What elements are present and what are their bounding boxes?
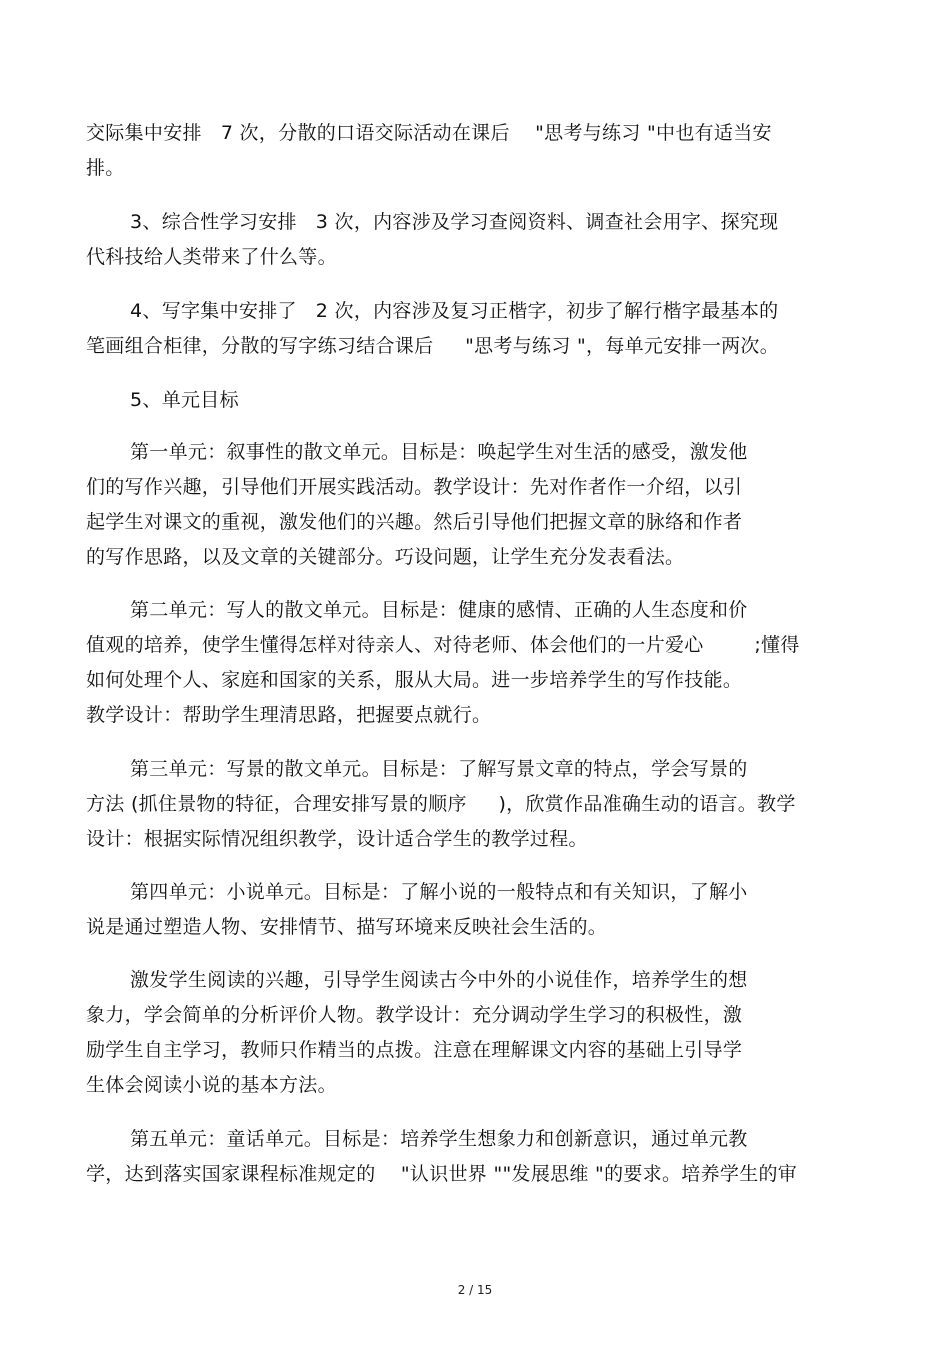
text-line: 代科技给人类带来了什么等。	[86, 246, 337, 268]
text-line: 说是通过塑造人物、安排情节、描写环境来反映社会生活的。	[86, 916, 608, 938]
text-line: 第五单元：童话单元。目标是：培养学生想象力和创新意识，通过单元教	[130, 1128, 748, 1150]
text-line: 们的写作兴趣，引导他们开展实践活动。教学设计：先对作者作一介绍，以引	[86, 476, 743, 498]
text-line: 起学生对课文的重视，激发他们的兴趣。然后引导他们把握文章的脉络和作者	[86, 511, 743, 533]
page-number: 2 / 15	[457, 1283, 493, 1297]
text-line: 如何处理个人、家庭和国家的关系，服从大局。进一步培养学生的写作技能。	[86, 669, 743, 691]
paragraph-writing-practice	[86, 294, 866, 364]
text-line: 学，达到落实国家课程标准规定的 "认识世界 ""发展思维 "的要求。培养学生的审	[86, 1163, 798, 1185]
section-heading-unit-goals	[86, 383, 866, 418]
text-line: 象力，学会简单的分析评价人物。教学设计：充分调动学生学习的积极性，激	[86, 1004, 743, 1026]
paragraph-unit-four	[86, 875, 866, 945]
text-line: 第三单元：写景的散文单元。目标是：了解写景文章的特点，学会写景的	[130, 758, 748, 780]
text-line: 笔画组合柜律，分散的写字练习结合课后 "思考与练习 "，每单元安排一两次。	[86, 335, 780, 357]
text-line: 设计：根据实际情况组织教学，设计适合学生的教学过程。	[86, 828, 588, 850]
text-line: 3、综合性学习安排 3 次，内容涉及学习查阅资料、调查社会用字、探究现	[130, 211, 779, 233]
text-line: 励学生自主学习，教师只作精当的点拨。注意在理解课文内容的基础上引导学	[86, 1039, 743, 1061]
text-line: 第四单元：小说单元。目标是：了解小说的一般特点和有关知识，了解小	[130, 881, 748, 903]
paragraph-oral-communication	[86, 116, 866, 186]
paragraph-reading-interest	[86, 963, 866, 1103]
paragraph-unit-five	[86, 1122, 866, 1192]
paragraph-unit-two	[86, 593, 866, 733]
text-line: 生体会阅读小说的基本方法。	[86, 1074, 337, 1096]
paragraph-unit-three	[86, 752, 866, 857]
text-line: 激发学生阅读的兴趣，引导学生阅读古今中外的小说佳作，培养学生的想	[130, 969, 748, 991]
text-line: 交际集中安排 7 次，分散的口语交际活动在课后 "思考与练习 "中也有适当安	[86, 122, 772, 144]
text-line: 第二单元：写人的散文单元。目标是：健康的感情、正确的人生态度和价	[130, 599, 748, 621]
text-line: 排。	[86, 157, 125, 179]
text-line: 第一单元：叙事性的散文单元。目标是：唤起学生对生活的感受，激发他	[130, 441, 748, 463]
text-line: 教学设计：帮助学生理清思路，把握要点就行。	[86, 704, 492, 726]
text-line: 方法 (抓住景物的特征，合理安排写景的顺序 )，欣赏作品准确生动的语言。教学	[86, 793, 796, 815]
text-line: 的写作思路，以及文章的关键部分。巧设问题，让学生充分发表看法。	[86, 546, 685, 568]
text-line: 4、写字集中安排了 2 次，内容涉及复习正楷字，初步了解行楷字最基本的	[130, 300, 779, 322]
paragraph-unit-one	[86, 435, 866, 575]
text-line: 值观的培养，使学生懂得怎样对待亲人、对待老师、体会他们的一片爱心 ;懂得	[86, 634, 800, 656]
text-line: 5、单元目标	[130, 389, 239, 411]
paragraph-comprehensive-learning	[86, 205, 866, 275]
